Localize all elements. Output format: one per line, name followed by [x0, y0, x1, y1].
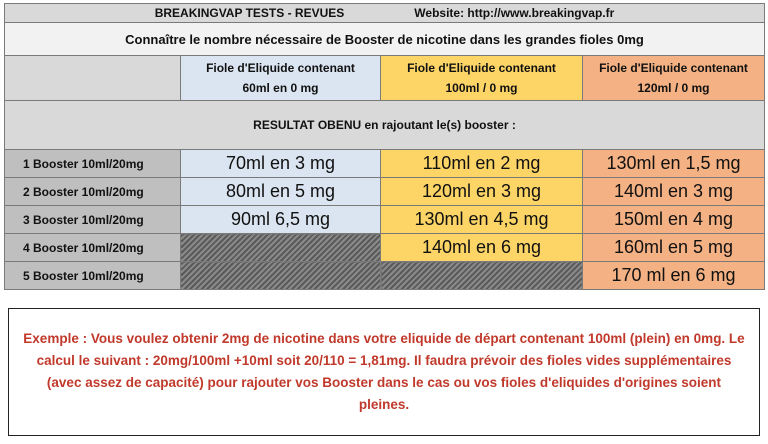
site-website: Website: http://www.breakingvap.fr	[414, 6, 615, 20]
result-label: RESULTAT OBENU en rajoutant le(s) booster :	[5, 101, 765, 150]
site-name: BREAKINGVAP TESTS - REVUES	[154, 6, 345, 20]
row-label: 4 Booster 10ml/20mg	[5, 234, 181, 262]
row-label: 5 Booster 10ml/20mg	[5, 262, 181, 290]
cell-100ml: 120ml en 3 mg	[381, 178, 583, 206]
row-label: 1 Booster 10ml/20mg	[5, 150, 181, 178]
column-header-line2: 60ml en 0 mg	[242, 81, 319, 95]
column-header-60ml	[181, 56, 381, 101]
cell-100ml: 110ml en 2 mg	[381, 150, 583, 178]
row-label: 3 Booster 10ml/20mg	[5, 206, 181, 234]
site-header	[5, 4, 765, 23]
cell-60ml: 70ml en 3 mg	[181, 150, 381, 178]
cell-60ml-unavailable	[181, 234, 381, 262]
table-subtitle: Connaître le nombre nécessaire de Booster de nicotine dans les grandes fioles 0mg	[5, 23, 765, 56]
example-note-text: Exemple : Vous voulez obtenir 2mg de nicotine dans votre eliquide de départ contenant 100ml (plein) en 0mg. Le calcul le suivant : 20mg/100ml +10ml soit 20/110 = 1,81mg. Il faudra prévoir des fioles vides supplémentaires (avec assez de capacité) pour rajouter vos Booster dans le cas ou vos fioles d'eliquides d'origines soient pleines.	[23, 331, 745, 412]
example-note-box	[8, 308, 760, 436]
column-header-line2: 120ml / 0 mg	[637, 81, 710, 95]
booster-table	[4, 3, 765, 290]
column-header-line1: Fiole d'Eliquide contenant	[206, 61, 355, 75]
table-row	[5, 206, 765, 234]
column-header-line2: 100ml / 0 mg	[445, 81, 518, 95]
corner-cell	[5, 56, 181, 101]
cell-100ml: 130ml en 4,5 mg	[381, 206, 583, 234]
column-header-100ml	[381, 56, 583, 101]
cell-120ml: 170 ml en 6 mg	[583, 262, 765, 290]
cell-120ml: 130ml en 1,5 mg	[583, 150, 765, 178]
cell-60ml-unavailable	[181, 262, 381, 290]
table-row	[5, 150, 765, 178]
column-header-120ml	[583, 56, 765, 101]
table-row	[5, 178, 765, 206]
cell-100ml: 140ml en 6 mg	[381, 234, 583, 262]
cell-120ml: 150ml en 4 mg	[583, 206, 765, 234]
table-row	[5, 262, 765, 290]
cell-60ml: 90ml 6,5 mg	[181, 206, 381, 234]
table-row	[5, 234, 765, 262]
cell-120ml: 140ml en 3 mg	[583, 178, 765, 206]
column-header-line1: Fiole d'Eliquide contenant	[599, 61, 748, 75]
row-label: 2 Booster 10ml/20mg	[5, 178, 181, 206]
cell-100ml-unavailable	[381, 262, 583, 290]
column-header-line1: Fiole d'Eliquide contenant	[407, 61, 556, 75]
cell-120ml: 160ml en 5 mg	[583, 234, 765, 262]
cell-60ml: 80ml en 5 mg	[181, 178, 381, 206]
